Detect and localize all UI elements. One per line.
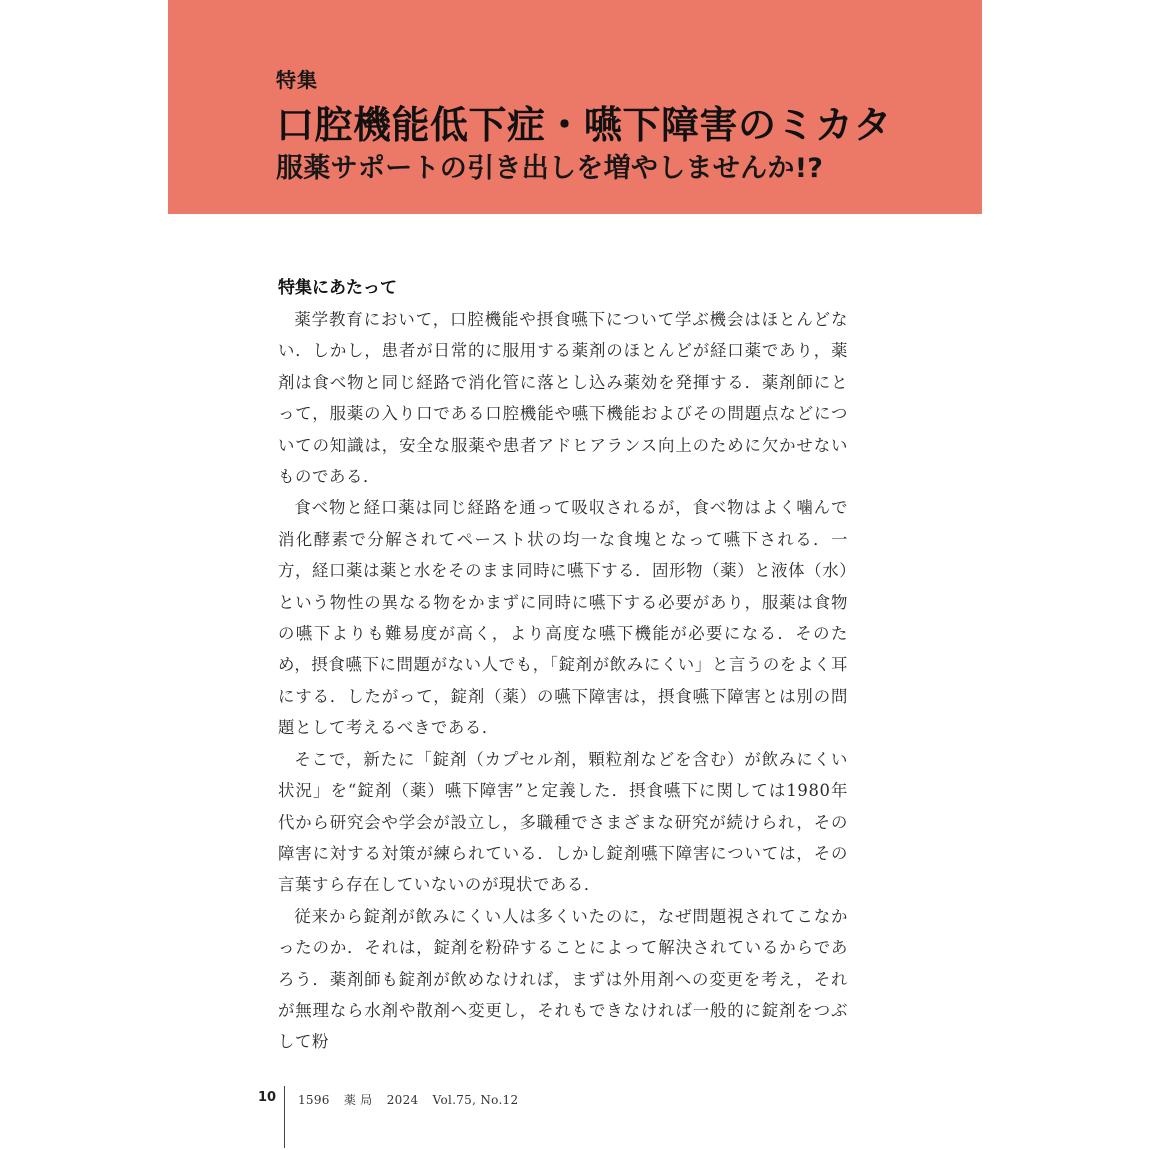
journal-name: 薬 局 [343, 1093, 373, 1107]
feature-subtitle: 服薬サポートの引き出しを増やしませんか!? [276, 153, 824, 184]
feature-banner [168, 0, 982, 214]
publication-year: 2024 [386, 1093, 419, 1107]
footer-divider [284, 1086, 285, 1148]
feature-title: 口腔機能低下症・嚥下障害のミカタ [276, 103, 893, 147]
section-heading: 特集にあたって [278, 278, 397, 298]
paragraph-3: そこで，新たに「錠剤（カプセル剤，顆粒剤などを含む）が飲みにくい状況」を“錠剤（薬）嚥下障害”と定義した．摂食嚥下に関しては1980年代から研究会や学会が設立し，多職種でさまざまな研究が続けられ，その障害に対する対策が練られている．しかし錠剤嚥下障害については，その言葉すら存在していないのが現状である． [278, 749, 848, 895]
paragraph-1: 薬学教育において，口腔機能や摂食嚥下について学ぶ機会はほとんどない．しかし，患者が日常的に服用する薬剤のほとんどが経口薬であり，薬剤は食べ物と同じ経路で消化管に落とし込み薬効を発揮する．薬剤師にとって，服薬の入り口である口腔機能や嚥下機能およびその問題点などについての知識は，安全な服薬や患者アドヒアランス向上のために欠かせないものである． [278, 310, 848, 487]
paragraph-2: 食べ物と経口薬は同じ経路を通って吸収されるが，食べ物はよく噛んで消化酵素で分解されてペースト状の均一な食塊となって嚥下される．一方，経口薬は薬と水をそのまま同時に嚥下する．固形物（薬）と液体（水）という物性の異なる物をかまずに同時に嚥下する必要があり，服薬は食物の嚥下よりも難易度が高く，より高度な嚥下機能が必要になる．そのため，摂食嚥下に問題がない人でも，「錠剤が飲みにくい」と言うのをよく耳にする．したがって，錠剤（薬）の嚥下障害は，摂食嚥下障害とは別の問題として考えるべきである． [278, 498, 848, 738]
feature-kicker: 特集 [276, 68, 318, 92]
paragraph-4: 従来から錠剤が飲みにくい人は多くいたのに，なぜ問題視されてこなかったのか．それは，錠剤を粉砕することによって解決されているからであろう．薬剤師も錠剤が飲めなければ，まずは外用剤への変更を考え，それが無理なら水剤や散剤へ変更し，それもできなければ一般的に錠剤をつぶして粉 [278, 906, 848, 1052]
article-body [278, 276, 848, 1058]
volume-issue: Vol.75, No.12 [432, 1093, 519, 1107]
page-number: 10 [258, 1090, 277, 1105]
total-page-number: 1596 [298, 1093, 330, 1107]
page-footer [0, 1086, 1150, 1146]
footer-journal-info [298, 1091, 528, 1108]
